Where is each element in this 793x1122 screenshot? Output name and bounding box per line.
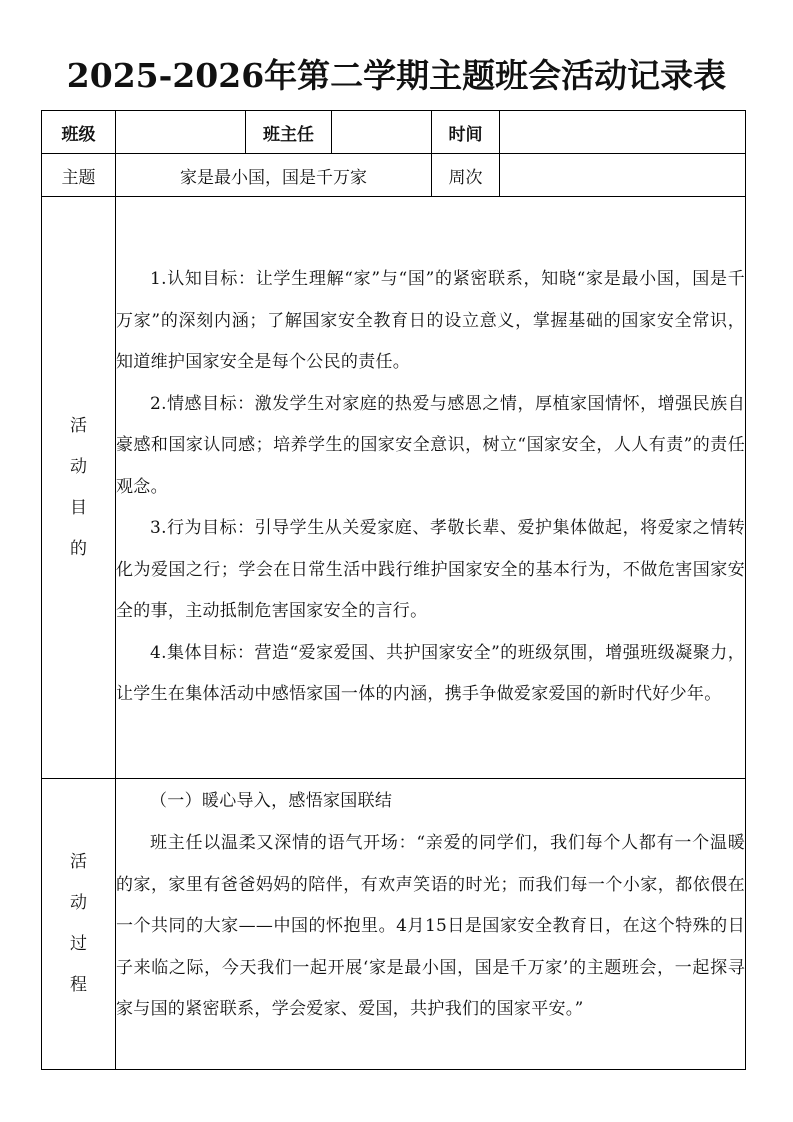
process-label bbox=[42, 779, 116, 1070]
teacher-label: 班主任 bbox=[246, 111, 332, 154]
page-title: 2025-2026年第二学期主题班会活动记录表 bbox=[66, 56, 727, 95]
week-value-field[interactable] bbox=[500, 154, 746, 197]
week-label: 周次 bbox=[432, 154, 500, 197]
topic-value: 家是最小国，国是千万家 bbox=[116, 154, 432, 197]
process-label-char: 程 bbox=[70, 975, 87, 995]
class-label: 班级 bbox=[42, 111, 116, 154]
goals-label-char: 的 bbox=[70, 538, 87, 559]
goals-label bbox=[42, 197, 116, 779]
process-section-title: （一）暖心导入，感悟家国联结 bbox=[150, 791, 393, 811]
goals-label-char: 活 bbox=[70, 415, 87, 436]
goal-collective: 4.集体目标：营造“爱家爱国、共护国家安全”的班级氛围，增强班级凝聚力，让学生在集体活动中感悟家国一体的内涵，携手争做爱家爱国的新时代好少年。 bbox=[116, 642, 745, 705]
class-value-field[interactable] bbox=[116, 111, 246, 154]
goal-emotional: 2.情感目标：激发学生对家庭的热爱与感恩之情，厚植家国情怀，增强民族自豪感和国家认同感；培养学生的国家安全意识，树立“国家安全，人人有责”的责任观念。 bbox=[116, 393, 745, 497]
process-content bbox=[116, 779, 746, 1070]
process-row bbox=[42, 779, 746, 1070]
teacher-value-field[interactable] bbox=[332, 111, 432, 154]
time-label: 时间 bbox=[432, 111, 500, 154]
goals-label-char: 动 bbox=[70, 456, 87, 477]
goal-behavioral: 3.行为目标：引导学生从关爱家庭、孝敬长辈、爱护集体做起，将爱家之情转化为爱国之行；学会在日常生活中践行维护国家安全的基本行为，不做危害国家安全的事，主动抵制危害国家安全的言行。 bbox=[116, 518, 745, 622]
topic-row bbox=[42, 154, 746, 197]
goal-cognitive: 1.认知目标：让学生理解“家”与“国”的紧密联系，知晓“家是最小国，国是千万家”的深刻内涵；了解国家安全教育日的设立意义，掌握基础的国家安全常识，知道维护国家安全是每个公民的责任。 bbox=[116, 269, 745, 373]
process-paragraph: 班主任以温柔又深情的语气开场：“亲爱的同学们，我们每个人都有一个温暖的家，家里有爸爸妈妈的陪伴，有欢声笑语的时光；而我们每一个小家，都依偎在一个共同的大家——中国的怀抱里。4月15日是国家安全教育日，在这个特殊的日子来临之际，今天我们一起开展‘家是最小国，国是千万家’的主题班会，一起探寻家与国的紧密联系，学会爱家、爱国，共护我们的国家平安。” bbox=[116, 833, 745, 1019]
header-row bbox=[42, 111, 746, 154]
topic-label: 主题 bbox=[42, 154, 116, 197]
goals-content bbox=[116, 197, 746, 779]
record-table bbox=[41, 110, 746, 1070]
time-value-field[interactable] bbox=[500, 111, 746, 154]
process-label-char: 活 bbox=[70, 852, 87, 872]
goals-row bbox=[42, 197, 746, 779]
process-label-char: 过 bbox=[70, 934, 87, 954]
goals-label-char: 目 bbox=[70, 497, 87, 518]
process-label-char: 动 bbox=[70, 893, 87, 913]
